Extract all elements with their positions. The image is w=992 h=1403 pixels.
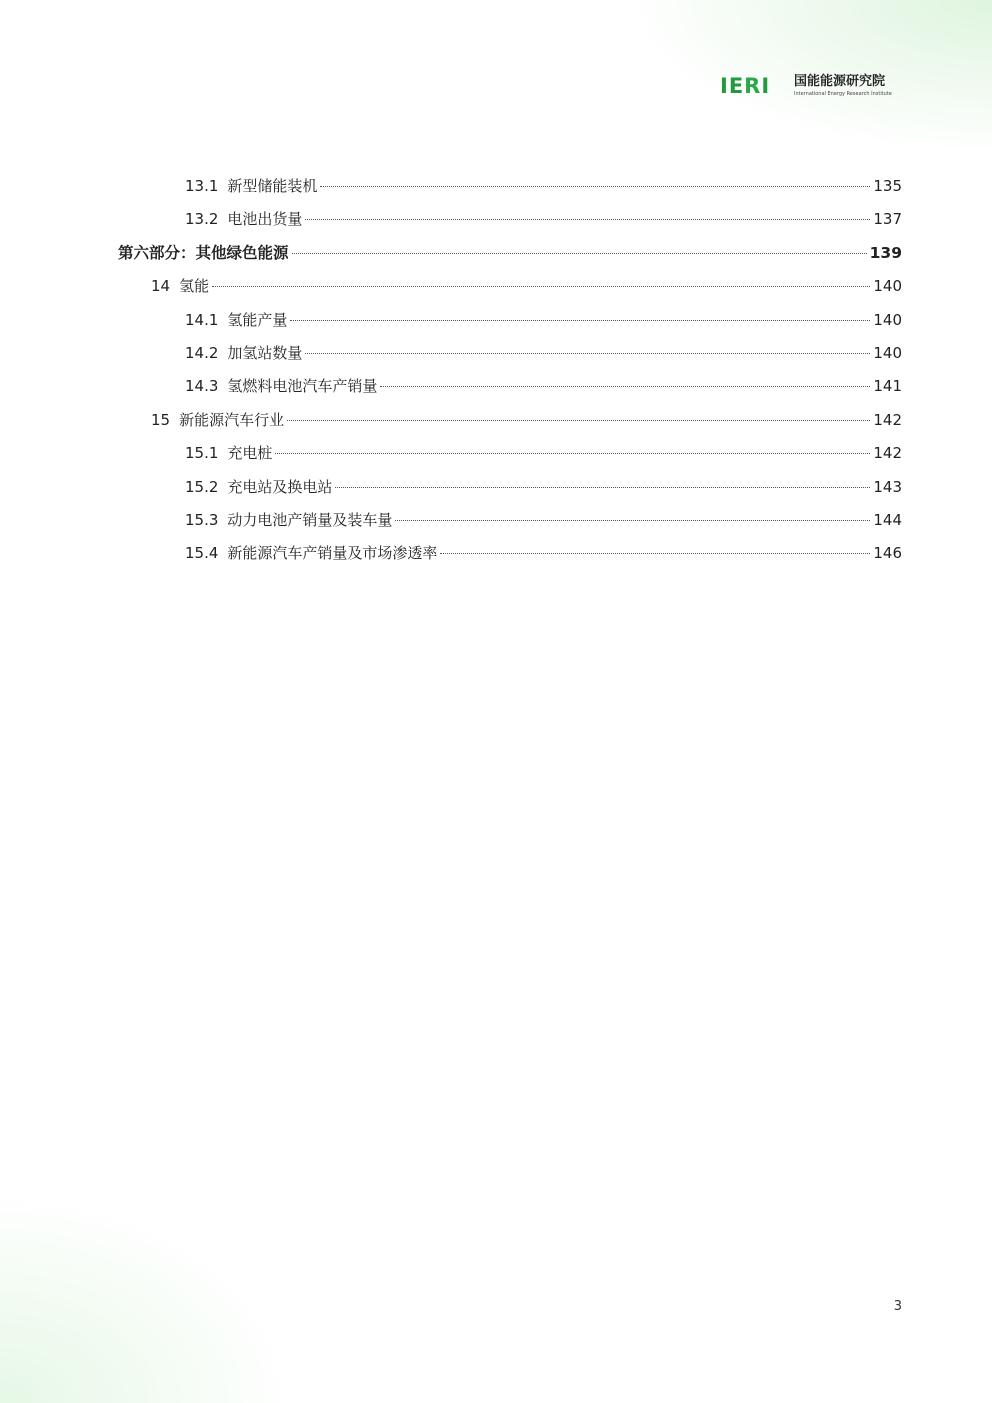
toc-entry-15-3[interactable]: [118, 508, 902, 541]
toc-entry-page: 141: [873, 377, 902, 396]
toc-entry-title: 氢燃料电池汽车产销量: [227, 377, 378, 396]
toc-entry-title: 新能源汽车产销量及市场渗透率: [227, 544, 438, 563]
toc-leader-dots: [290, 320, 870, 321]
toc-entry-14-1[interactable]: [118, 308, 902, 341]
toc-leader-dots: [305, 219, 870, 220]
toc-entry-14[interactable]: [118, 274, 902, 307]
page-number: 3: [893, 1299, 902, 1314]
toc-entry-page: 139: [869, 243, 902, 262]
toc-leader-dots: [440, 553, 870, 554]
toc-leader-dots: [292, 253, 867, 254]
ieri-logo: [720, 74, 902, 100]
toc-entry-number: 14.2: [185, 343, 219, 362]
toc-entry-title: 加氢站数量: [227, 343, 303, 362]
toc-leader-dots: [335, 487, 870, 488]
toc-entry-13-2[interactable]: [118, 207, 902, 240]
toc-entry-number: 15.2: [185, 477, 219, 496]
toc-entry-title: 充电站及换电站: [227, 477, 333, 496]
toc-entry-15-2[interactable]: [118, 475, 902, 508]
toc-entry-page: 137: [873, 210, 902, 229]
toc-leader-dots: [320, 186, 870, 187]
toc-leader-dots: [287, 420, 870, 421]
toc-entry-number: 13.2: [185, 210, 219, 229]
toc-entry-page: 140: [873, 277, 902, 296]
toc-entry-page: 140: [873, 310, 902, 329]
toc-entry-title: 新型储能装机: [227, 177, 318, 195]
toc-leader-dots: [275, 453, 870, 454]
toc-entry-page: 140: [873, 343, 902, 362]
toc-entry-title: 充电桩: [227, 444, 273, 463]
toc-entry-number: 15.1: [185, 444, 219, 463]
logo-chinese-name: 国能能源研究院: [794, 74, 886, 89]
toc-entry-number: 14.3: [185, 377, 219, 396]
toc-entry-title: 氢能: [179, 277, 210, 296]
toc-entry-number: 15: [151, 410, 171, 429]
toc-entry-title: 电池出货量: [227, 210, 303, 229]
logo-english-name: International Energy Research Institute: [794, 91, 892, 97]
toc-entry-number: 15.4: [185, 544, 219, 563]
toc-entry-number: 14.1: [185, 310, 219, 329]
toc-entry-title: 动力电池产销量及装车量: [227, 510, 393, 529]
toc-entry-title: 新能源汽车行业: [179, 410, 285, 429]
toc-entry-page: 142: [873, 410, 902, 429]
toc-entry-page: 135: [873, 177, 902, 195]
toc-entry-number: 15.3: [185, 510, 219, 529]
toc-entry-number: 13.1: [185, 177, 219, 195]
toc-entry-15-1[interactable]: [118, 441, 902, 474]
toc-entry-14-2[interactable]: [118, 341, 902, 374]
table-of-contents: [118, 174, 902, 575]
toc-entry-number: 14: [151, 277, 171, 296]
toc-entry-page: 143: [873, 477, 902, 496]
toc-leader-dots: [395, 520, 870, 521]
toc-entry-15-4[interactable]: [118, 541, 902, 574]
toc-entry-part-6[interactable]: [118, 241, 902, 274]
toc-entry-title: 氢能产量: [227, 310, 288, 329]
toc-leader-dots: [380, 386, 870, 387]
toc-entry-15[interactable]: [118, 408, 902, 441]
toc-entry-14-3[interactable]: [118, 374, 902, 407]
toc-leader-dots: [212, 286, 870, 287]
toc-entry-13-1[interactable]: [118, 174, 902, 207]
logo-mark: IERI: [720, 74, 771, 98]
toc-leader-dots: [305, 353, 870, 354]
toc-entry-page: 146: [873, 544, 902, 563]
toc-entry-title: 第六部分：其他绿色能源: [118, 243, 289, 262]
toc-entry-page: 142: [873, 444, 902, 463]
toc-entry-page: 144: [873, 510, 902, 529]
